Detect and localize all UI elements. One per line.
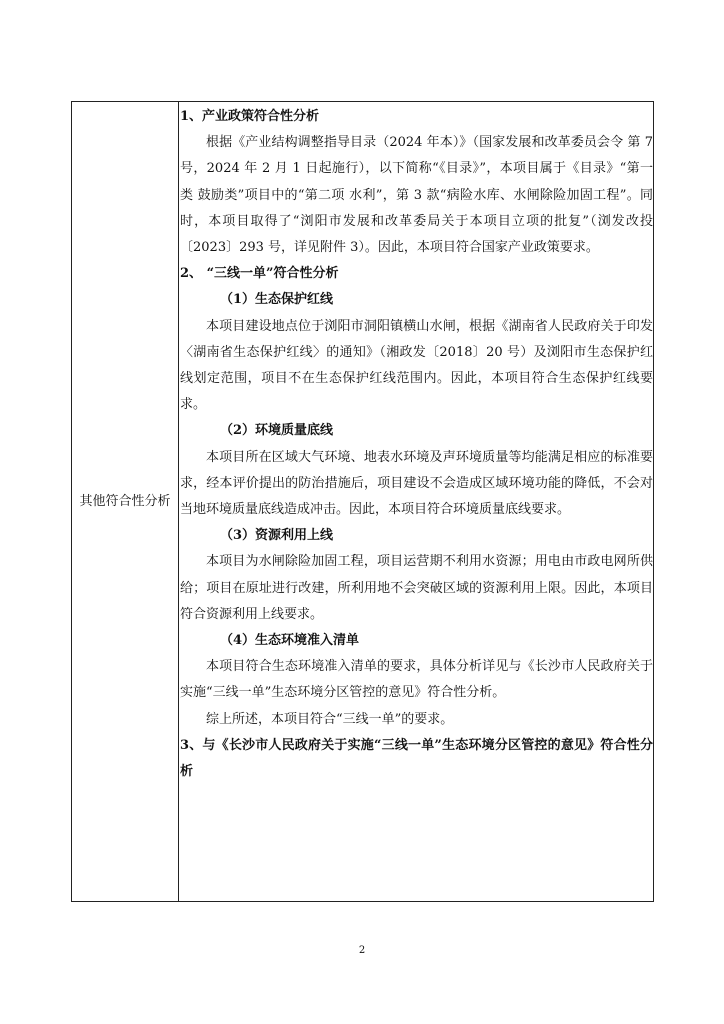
body-paragraph: 根据《产业结构调整指导目录（2024 年本）》（国家发展和改革委员会令 第 7 号，2024 年 2 月 1 日起施行），以下简称“《目录》”，本项目属于《目录》“第一类 鼓励类”项目中的“第二项 水利”，第 3 款“病险水库、水闸除险加固工程”。同时，本项目取得了“浏阳市发展和改革委局关于本项目立项的批复”（浏发改投〔2023〕293 号，详见附件 3）。因此，本项目符合国家产业政策要求。 bbox=[180, 135, 653, 256]
body-paragraph: 本项目所在区域大气环境、地表水环境及声环境质量等均能满足相应的标准要求，经本评价提出的防治措施后，项目建设不会造成区域环境功能的降低，不会对当地环境质量底线造成冲击。因此，本项目符合环境质量底线要求。 bbox=[180, 449, 653, 518]
subsection-heading: （3）资源利用上线 bbox=[220, 528, 334, 544]
column-divider bbox=[178, 102, 179, 901]
row-label: 其他符合性分析 bbox=[79, 494, 171, 509]
analysis-content bbox=[180, 104, 653, 785]
subsection-heading: （1）生态保护红线 bbox=[220, 292, 334, 308]
section-heading: 2、 “三线一单”符合性分析 bbox=[180, 266, 339, 282]
page-number: 2 bbox=[358, 945, 366, 956]
subsection-heading: （4）生态环境准入清单 bbox=[220, 633, 360, 649]
body-paragraph: 综上所述，本项目符合“三线一单”的要求。 bbox=[206, 711, 454, 727]
body-paragraph: 本项目建设地点位于浏阳市洞阳镇横山水闸，根据《湖南省人民政府关于印发〈湖南省生态保护红线〉的通知》（湘政发〔2018〕20 号）及浏阳市生态保护红线划定范围，项目不在生态保护红线范围内。因此，本项目符合生态保护红线要求。 bbox=[180, 318, 653, 413]
section-heading: 3、与《长沙市人民政府关于实施“三线一单”生态环境分区管控的意见》符合性分析 bbox=[180, 737, 653, 780]
analysis-table bbox=[71, 101, 654, 902]
subsection-heading: （2）环境质量底线 bbox=[220, 423, 334, 439]
section-heading: 1、产业政策符合性分析 bbox=[180, 109, 320, 124]
body-paragraph: 本项目符合生态环境准入清单的要求，具体分析详见与《长沙市人民政府关于实施“三线一单”生态环境分区管控的意见》符合性分析。 bbox=[180, 659, 653, 701]
body-paragraph: 本项目为水闸除险加固工程，项目运营期不利用水资源；用电由市政电网所供给；项目在原址进行改建，所利用地不会突破区域的资源利用上限。因此，本项目符合资源利用上线要求。 bbox=[180, 554, 653, 622]
